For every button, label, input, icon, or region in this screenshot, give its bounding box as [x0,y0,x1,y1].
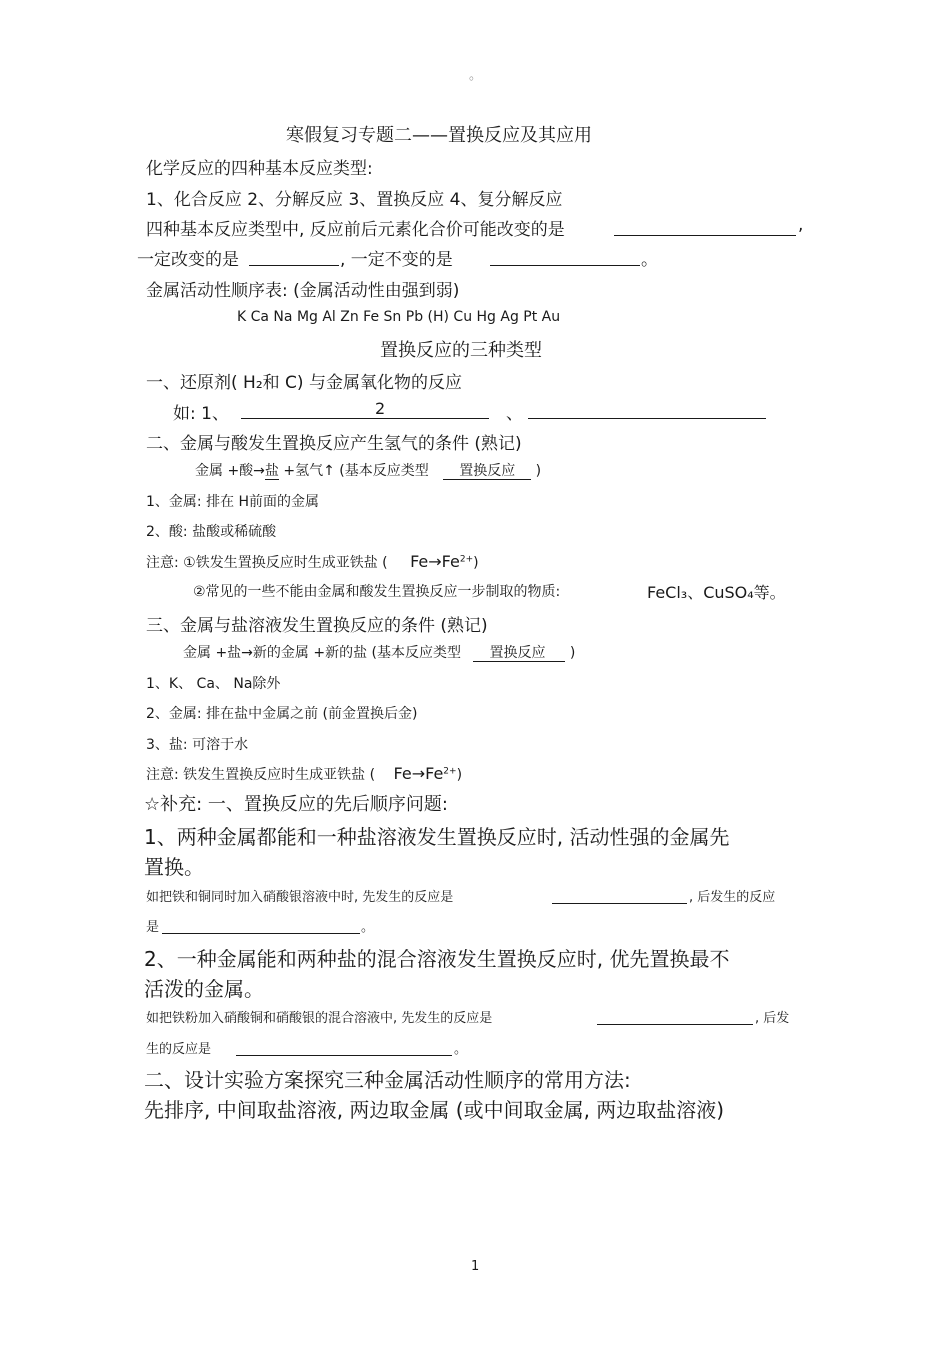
supplement2-line2: 活泼的金属。 [144,977,264,1001]
section2-formula [195,460,541,480]
design-heading: 二、设计实验方案探究三种金属活动性顺序的常用方法: [144,1068,631,1092]
section2-note1-text: 注意: ①铁发生置换反应时生成亚铁盐 ( [146,555,388,571]
page-title: 寒假复习专题二——置换反应及其应用 [286,125,592,146]
page-number: 1 [471,1259,480,1274]
supplement1-line1: 1、两种金属都能和一种盐溶液发生置换反应时, 活动性强的金属先 [144,825,730,849]
section3-formula-text: 金属 +盐→新的金属 +新的盐 (基本反应类型 [183,645,462,661]
section2-formula-b: +氢气↑ (基本反应类型 [278,463,429,479]
section2-note1-close: ) [473,555,479,571]
valence-question-a: 四种基本反应类型中, 反应前后元素化合价可能改变的是 [146,220,565,240]
section1-example-label: 如: 1、 [173,404,229,424]
supplement2-example-a: 如把铁粉加入硝酸铜和硝酸银的混合溶液中, 先发生的反应是 [146,1011,493,1026]
answer-blank-must-change[interactable] [249,247,339,266]
supplement2-example-d: 。 [454,1042,468,1057]
section3-item1: 1、K、 Ca、 Na除外 [146,676,281,692]
valence-period: 。 [641,250,658,270]
section3-note-sup: 2+ [443,766,457,777]
activity-series-label: 金属活动性顺序表: (金属活动性由强到弱) [146,281,460,301]
valence-no-change-label: , 一定不变的是 [340,250,453,270]
section1-example-sep: 、 [506,404,523,424]
section3-note-formula: Fe→Fe [393,764,444,783]
section2-note1-formula: Fe→Fe [410,552,460,571]
section3-note-close: ) [456,767,463,783]
supplement2-example-b: , 后发 [755,1011,790,1026]
answer-blank-example-2[interactable] [528,400,766,419]
supplement-heading: ☆补充: 一、置换反应的先后顺序问题: [144,794,448,815]
answer-blank-second-reaction[interactable] [162,916,360,934]
activity-series: K Ca Na Mg Al Zn Fe Sn Pb (H) Cu Hg Ag Pt Au [237,309,561,325]
supplement2-example-c: 生的反应是 [146,1042,212,1057]
design-text: 先排序, 中间取盐溶液, 两边取金属 (或中间取金属, 两边取盐溶液) [144,1098,725,1122]
supplement1-example-d: 。 [361,920,375,935]
section3-item3: 3、盐: 可溶于水 [146,737,249,753]
supplement1-example-c: 是 [146,920,160,935]
section3-note-text: 注意: 铁发生置换反应时生成亚铁盐 ( [146,767,376,783]
section2-item-acid: 2、酸: 盐酸或稀硫酸 [146,524,277,540]
section3-note [146,764,462,784]
section3-heading: 三、金属与盐溶液发生置换反应的条件 (熟记) [146,616,488,636]
section2-heading: 二、金属与酸发生置换反应产生氢气的条件 (熟记) [146,434,522,454]
section2-note2-text: ②常见的一些不能由金属和酸发生置换反应一步制取的物质: [193,584,561,600]
supplement2-line1: 2、一种金属能和两种盐的混合溶液发生置换反应时, 优先置换最不 [144,947,730,971]
answer-blank-may-change[interactable] [614,217,796,236]
answer-blank-no-change[interactable] [490,247,640,266]
three-types-heading: 置换反应的三种类型 [380,340,542,361]
types-list: 1、化合反应 2、分解反应 3、置换反应 4、复分解反应 [146,190,563,210]
supplement1-example-a: 如把铁和铜同时加入硝酸银溶液中时, 先发生的反应是 [146,890,454,905]
answer-blank-first-reaction[interactable] [552,886,687,904]
section2-formula-type: 置换反应 [443,463,531,480]
section1-example-num2: 2 [375,399,386,418]
valence-question-comma: , [798,215,804,235]
valence-must-change-label: 一定改变的是 [137,250,239,270]
types-intro: 化学反应的四种基本反应类型: [146,159,373,179]
section2-formula-salt: 盐 [264,463,279,479]
answer-blank-example-1[interactable] [241,400,489,419]
section1-heading: 一、还原剂( H₂和 C) 与金属氧化物的反应 [146,373,462,393]
top-mark: 。 [469,68,483,83]
section3-formula-close: ) [569,645,576,661]
section3-formula-type: 置换反应 [473,645,565,662]
supplement1-example-b: , 后发生的反应 [689,890,776,905]
section2-item-metal: 1、金属: 排在 H前面的金属 [146,494,320,510]
answer-blank-second-reaction-2[interactable] [236,1038,452,1056]
answer-blank-first-reaction-2[interactable] [597,1007,753,1025]
section2-note1-sup: 2+ [459,554,474,565]
supplement1-line2: 置换。 [144,855,204,879]
section3-formula [183,642,575,662]
section2-formula-close: ) [535,463,542,479]
section3-item2: 2、金属: 排在盐中金属之前 (前金置换后金) [146,706,418,722]
section2-note2-substances: FeCl₃、CuSO₄等。 [647,583,786,602]
section2-formula-a: 金属 +酸→ [195,463,265,479]
section2-note1 [146,552,479,572]
